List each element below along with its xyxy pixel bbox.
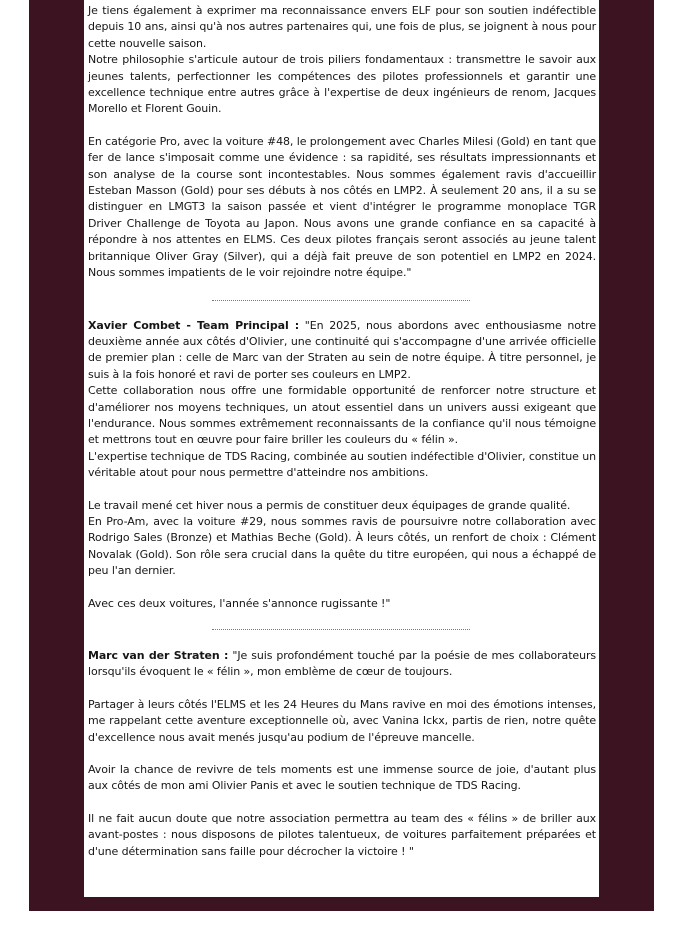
paragraph-spacer bbox=[88, 746, 596, 762]
speaker-name: Marc van der Straten : bbox=[88, 649, 229, 662]
document-body bbox=[88, 3, 596, 860]
paragraph-elms-lemans: Partager à leurs côtés l'ELMS et les 24 Heures du Mans ravive en moi des émotions intenses, me rappelant cette aventure exceptionnelle où, avec Vanina Ickx, partis de rien, notre quête d'excellence nous avait menés jusqu'au podium de l'épreuve mancelle. bbox=[88, 697, 596, 744]
paragraph-felins-victory: Il ne fait aucun doute que notre association permettra au team des « félins » de briller aux avant-postes : nous disposons de pilotes talentueux, de voitures parfaitement préparées et d'une détermination sans faille pour décrocher la victoire ! " bbox=[88, 811, 596, 858]
divider-container bbox=[88, 282, 596, 318]
speaker-name: Xavier Combet - Team Principal : bbox=[88, 318, 300, 332]
dotted-divider bbox=[212, 629, 470, 630]
paragraph-philosophy: Notre philosophie s'articule autour de trois piliers fondamentaux : transmettre le savoir aux jeunes talents, perfectionner les compétences des pilotes professionnels et garantir une excellence technique entre autres grâce à l'expertise de deux ingénieurs de renom, Jacques Morello et Florent Gouin. bbox=[88, 53, 596, 116]
divider-container bbox=[88, 612, 596, 648]
paragraph-spacer bbox=[88, 795, 596, 811]
paragraph-tds-expertise: L'expertise technique de TDS Racing, combinée au soutien indéfectible d'Olivier, constitue un véritable atout pour nous permettre d'atteindre nos ambitions. bbox=[88, 449, 596, 480]
quote-text: "Je suis profondément touché par la poésie de mes collaborateurs lorsqu'ils évoquent le « félin », mon emblème de cœur de toujours. bbox=[88, 649, 597, 679]
paragraph-winter-work: Le travail mené cet hiver nous a permis de constituer deux équipages de grande qualité. bbox=[88, 498, 571, 512]
quote-text: "En 2025, nous abordons avec enthousiasme notre deuxième année aux côtés d'Olivier, une continuité qui s'accompagne d'une arrivée officielle de premier plan : celle de Marc van der Straten au sein de notre équipe. À titre personnel, je suis à la fois honoré et ravi de porter ses couleurs en LMP2. bbox=[88, 318, 596, 381]
paragraph-pro-category: En catégorie Pro, avec la voiture #48, le prolongement avec Charles Milesi (Gold) en tant que fer de lance s'imposait comme une évidence : sa rapidité, ses résultats impressionnants et son analyse de la course sont incontestables. Nous sommes également ravis d'accueillir Esteban Masson (Gold) pour ses débuts à nos côtés en LMP2. À seulement 20 ans, il a su se distinguer en LMGT3 la saison passée et vient d'intégrer le programme monoplace TGR Driver Challenge de Toyota au Japon. Nous avons une grande confiance en sa capacité à répondre à nos attentes en ELMS. Ces deux pilotes français seront associés au jeune talent britannique Oliver Gray (Silver), qui a déjà fait preuve de son potentiel en LMP2 en 2024. Nous sommes impatients de le voir rejoindre notre équipe." bbox=[88, 134, 596, 280]
paragraph-thanks-elf: Je tiens également à exprimer ma reconnaissance envers ELF pour son soutien indéfectible depuis 10 ans, ainsi qu'à nos autres partenaires qui, une fois de plus, se joignent à nous pour cette nouvelle saison. bbox=[88, 4, 596, 50]
dotted-divider bbox=[212, 300, 470, 301]
paragraph-spacer bbox=[88, 482, 596, 498]
paragraph-relive-moments: Avoir la chance de revivre de tels moments est une immense source de joie, d'autant plus aux côtés de mon ami Olivier Panis et avec le soutien technique de TDS Racing. bbox=[88, 763, 596, 793]
paragraph-combet-intro bbox=[88, 318, 596, 384]
paragraph-spacer bbox=[88, 681, 596, 697]
paragraph-spacer bbox=[88, 580, 596, 596]
paragraph-spacer bbox=[88, 118, 596, 134]
paragraph-roaring-year: Avec ces deux voitures, l'année s'annonce rugissante !" bbox=[88, 596, 391, 610]
paragraph-pro-am: En Pro-Am, avec la voiture #29, nous sommes ravis de poursuivre notre collaboration avec Rodrigo Sales (Bronze) et Mathias Beche (Gold). À leurs côtés, un renfort de choix : Clément Novalak (Gold). Son rôle sera crucial dans la quête du titre européen, qui nous a échappé de peu l'an dernier. bbox=[88, 514, 596, 578]
paragraph-vds-intro bbox=[88, 648, 596, 681]
paragraph-collaboration: Cette collaboration nous offre une formidable opportunité de renforcer notre structure et d'améliorer nos moyens techniques, un atout essentiel dans un univers aussi exigeant que l'endurance. Nous sommes extrêmement reconnaissants de la confiance qu'il nous témoigne et mettrons tout en œuvre pour faire briller les couleurs du « félin ». bbox=[88, 384, 596, 447]
